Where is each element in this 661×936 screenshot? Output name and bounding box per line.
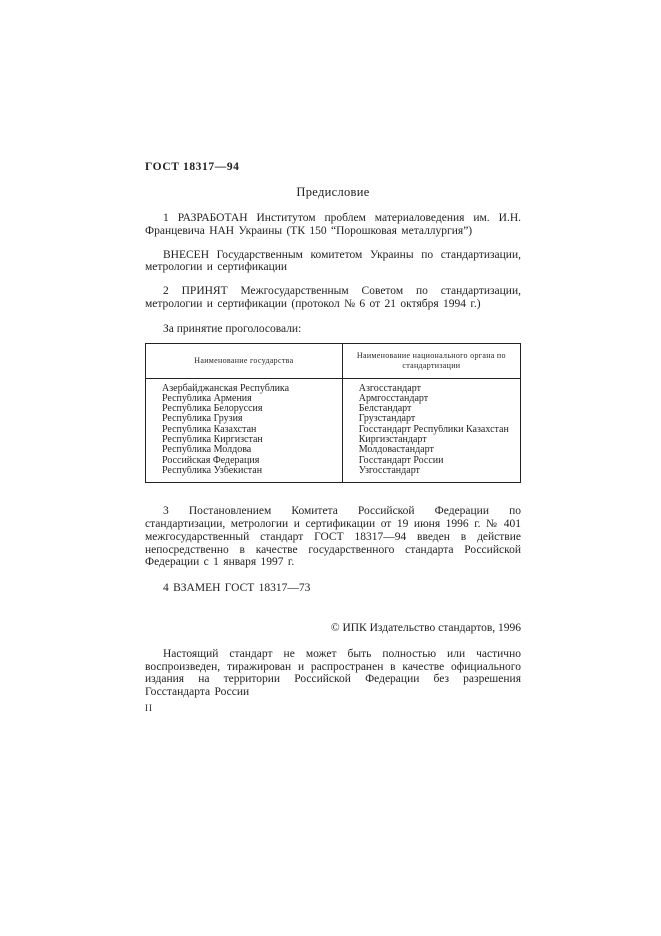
table-cell: Республика Армения bbox=[146, 394, 343, 404]
table-cell: Узгосстандарт bbox=[358, 465, 420, 476]
table-cell: Белстандарт bbox=[358, 404, 412, 415]
table-cell: Грузстандарт bbox=[358, 414, 416, 425]
table-header-org: Наименование национального органа по стандартизации bbox=[342, 343, 520, 378]
table-cell: Республика Узбекистан bbox=[146, 466, 343, 483]
table-cell: Республика Белоруссия bbox=[146, 404, 343, 414]
table-cell: Киргизстандарт bbox=[358, 435, 427, 446]
table-row bbox=[146, 456, 521, 466]
table-cell: Республика Молдова bbox=[146, 445, 343, 455]
table-header-row bbox=[146, 343, 521, 378]
table-cell: Республика Грузия bbox=[146, 414, 343, 424]
table-cell: Госстандарт Республики Казахстан bbox=[358, 424, 509, 435]
table-header-state: Наименование государства bbox=[146, 343, 343, 378]
table-row bbox=[146, 414, 521, 424]
preface-item-1: 1 РАЗРАБОТАН Институтом проблем материаловедения им. И.Н. Францевича НАН Украины (ТК 150 “Порошковая металлургия”) bbox=[145, 212, 521, 237]
restriction-paragraph: Настоящий стандарт не может быть полностью или частично воспроизведен, тиражирован и распространен в качестве официального издания на территории Российской Федерации без разрешения Госстандарта России bbox=[145, 647, 521, 699]
table-cell: Российская Федерация bbox=[146, 456, 343, 466]
table-row bbox=[146, 425, 521, 435]
page-content bbox=[145, 161, 521, 715]
table-cell: Азгосстандарт bbox=[358, 382, 421, 394]
table-row bbox=[146, 435, 521, 445]
table-row bbox=[146, 378, 521, 394]
preface-item-2: 2 ПРИНЯТ Межгосударственным Советом по стандартизации, метрологии и сертификации (протокол № 6 от 21 октября 1994 г.) bbox=[145, 285, 521, 310]
preface-item-1-note: ВНЕСЕН Государственным комитетом Украины по стандартизации, метрологии и сертификации bbox=[145, 248, 521, 274]
vote-table-head bbox=[146, 343, 521, 378]
vote-table-body bbox=[146, 378, 521, 483]
table-row bbox=[146, 394, 521, 404]
copyright-line: © ИПК Издательство стандартов, 1996 bbox=[330, 622, 521, 635]
table-cell: Республика Киргизстан bbox=[146, 435, 343, 445]
preface-item-4: 4 ВЗАМЕН ГОСТ 18317—73 bbox=[163, 582, 311, 595]
vote-table bbox=[145, 343, 521, 484]
table-row bbox=[146, 445, 521, 455]
table-cell: Армгосстандарт bbox=[358, 393, 429, 404]
standard-code: ГОСТ 18317—94 bbox=[145, 161, 240, 173]
page-title: Предисловие bbox=[296, 185, 370, 199]
table-row bbox=[146, 466, 521, 483]
table-row bbox=[146, 404, 521, 414]
page-number: II bbox=[145, 703, 153, 714]
table-cell: Азербайджанская Республика bbox=[146, 378, 343, 394]
table-cell: Молдовастандарт bbox=[358, 445, 434, 456]
preface-item-3: 3 Постановлением Комитета Российской Федерации по стандартизации, метрологии и сертификации от 19 июня 1996 г. № 401 межгосударственный стандарт ГОСТ 18317—94 введен в действие непосредственно в качестве государственного стандарта Российской Федерации с 1 января 1997 г. bbox=[145, 505, 521, 569]
table-cell: Госстандарт России bbox=[358, 455, 444, 466]
table-cell: Республика Казахстан bbox=[146, 425, 343, 435]
vote-caption: За принятие проголосовали: bbox=[163, 322, 302, 335]
